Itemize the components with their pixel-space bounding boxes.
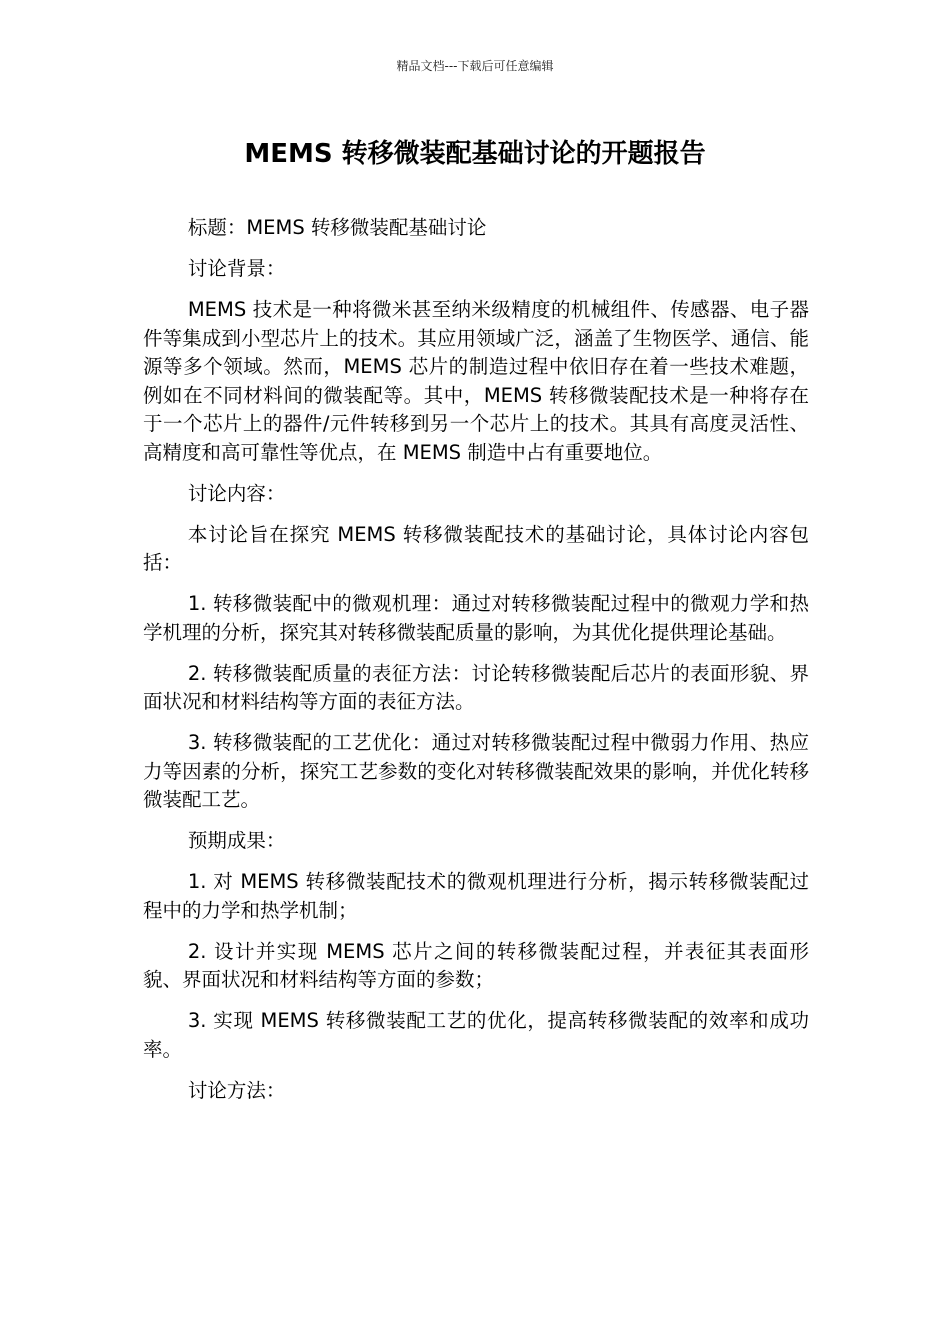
heading-methods: 讨论方法： [187, 1078, 286, 1102]
list-item-content-1: 1. 转移微装配中的微观机理：通过对转移微装配过程中的微观力学和热学机理的分析，探究其对转移微装配质量的影响，为其优化提供理论基础。 [143, 592, 809, 644]
list-item-result-3: 3. 实现 MEMS 转移微装配工艺的优化，提高转移微装配的效率和成功率。 [143, 1009, 809, 1061]
list-item-result-1: 1. 对 MEMS 转移微装配技术的微观机理进行分析，揭示转移微装配过程中的力学和热学机制； [143, 870, 809, 922]
heading-content: 讨论内容： [187, 481, 286, 505]
document-body [143, 214, 809, 1118]
paragraph-topic: 标题：MEMS 转移微装配基础讨论 [187, 216, 487, 239]
paragraph-content-intro: 本讨论旨在探究 MEMS 转移微装配技术的基础讨论，具体讨论内容包括： [143, 522, 809, 574]
paragraph-background: MEMS 技术是一种将微米甚至纳米级精度的机械组件、传感器、电子器件等集成到小型芯片上的技术。其应用领域广泛，涵盖了生物医学、通信、能源等多个领域。然而，MEMS 芯片的制造过程中依旧存在着一些技术难题，例如在不同材料间的微装配等。其中，MEMS 转移微装配技术是一种将存在于一个芯片上的器件/元件转移到另一个芯片上的技术。其具有高度灵活性、高精度和高可靠性等优点，在 MEMS 制造中占有重要地位。 [143, 298, 809, 464]
list-item-content-2: 2. 转移微装配质量的表征方法：讨论转移微装配后芯片的表面形貌、界面状况和材料结构等方面的表征方法。 [143, 661, 809, 713]
list-item-content-3: 3. 转移微装配的工艺优化：通过对转移微装配过程中微弱力作用、热应力等因素的分析，探究工艺参数的变化对转移微装配效果的影响，并优化转移微装配工艺。 [143, 731, 809, 811]
document-title: MEMS 转移微装配基础讨论的开题报告 [244, 139, 706, 169]
heading-expected-results: 预期成果： [187, 829, 286, 852]
heading-background: 讨论背景： [187, 257, 286, 280]
header-note: 精品文档---下载后可任意编辑 [396, 59, 554, 73]
list-item-result-2: 2. 设计并实现 MEMS 芯片之间的转移微装配过程，并表征其表面形貌、界面状况和材料结构等方面的参数； [143, 939, 809, 991]
